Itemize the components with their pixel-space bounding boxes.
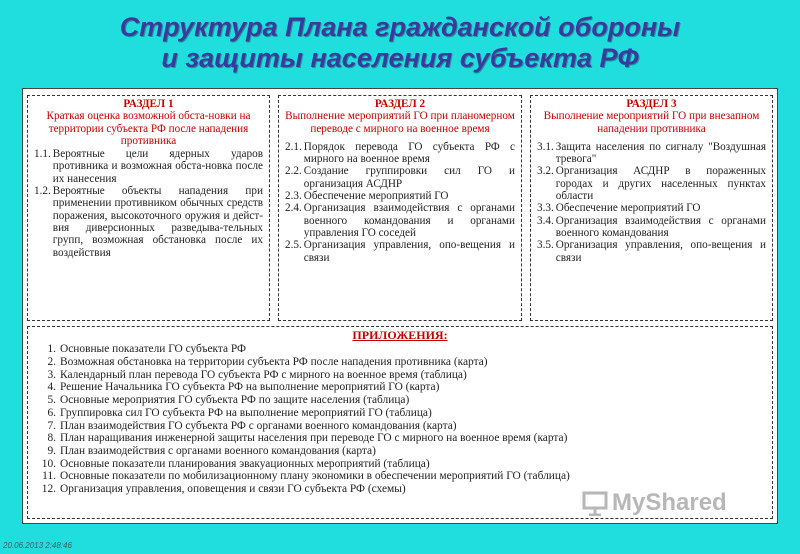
section-3-title: РАЗДЕЛ 3 (626, 98, 677, 110)
item-number: 2.3. (285, 190, 302, 203)
appendix-title-text: ПРИЛОЖЕНИЯ: (352, 328, 448, 342)
item-number: 1.1. (34, 148, 51, 161)
section-3-box (530, 95, 773, 321)
list-item (36, 445, 772, 458)
appendix-title (28, 329, 772, 341)
item-text: План наращивания инженерной защиты населения при переводе ГО с мирного на военное время (карта) (60, 432, 568, 445)
list-item (285, 202, 515, 239)
item-text: Организация АСДНР в пораженных городах и других населенных пунктах области (555, 165, 766, 203)
list-item (285, 141, 515, 166)
item-number: 5. (47, 394, 56, 407)
item-text: Основные мероприятия ГО субъекта РФ по защите населения (таблица) (60, 394, 410, 407)
presentation-icon (582, 490, 608, 516)
item-number: 4. (47, 381, 56, 394)
item-text: Вероятные объекты нападения при применении противником обычных средств поражения, высокоточного оружия и дейст-вия диверсионных разведыва-тельных групп, возможная обстановка после их воздействия (52, 185, 263, 259)
list-item (36, 394, 772, 407)
item-text: Основные показатели по мобилизационному плану экономики в обеспечении мероприятий ГО (таблица) (60, 470, 570, 483)
list-item (36, 458, 772, 471)
section-2-items (285, 141, 515, 264)
section-1-title: РАЗДЕЛ 1 (123, 98, 174, 110)
item-text: Организация управления, опо-вещения и связи (555, 239, 766, 264)
item-text: Организация управления, опо-вещения и связи (303, 239, 515, 264)
item-text: Защита населения по сигналу "Воздушная тревога" (555, 140, 766, 166)
section-3-items (537, 141, 766, 264)
watermark (582, 489, 727, 517)
list-item (36, 369, 772, 382)
item-number: 3.1. (537, 140, 554, 153)
title-line-2: и защиты населения субъекта РФ (161, 43, 639, 73)
item-number: 3.3. (537, 202, 554, 215)
item-number: 2.5. (285, 239, 302, 252)
item-text: Основные показатели планирования эвакуационных мероприятий (таблица) (60, 457, 430, 470)
section-2-subtitle: Выполнение мероприятий ГО при планомерном переводе с мирного на военное время (285, 110, 515, 135)
item-text: Организация взаимодействия с органами военного командования и органами управления ГО соседей (303, 202, 515, 239)
item-number: 7. (47, 419, 56, 432)
list-item (36, 343, 772, 356)
item-number: 1.2. (34, 185, 51, 198)
timestamp: 20.06.2013 2:48:46 (3, 541, 72, 550)
item-number: 12. (41, 483, 56, 496)
title-line-1: Структура Плана гражданской обороны (119, 12, 681, 42)
section-3-header (531, 98, 772, 135)
section-3-subtitle: Выполнение мероприятий ГО при внезапном нападении противника (543, 110, 760, 135)
item-number: 6. (47, 406, 56, 419)
section-1-box (27, 95, 270, 321)
list-item (36, 420, 772, 433)
item-text: Решение Начальника ГО субъекта РФ на выполнение мероприятий ГО (карта) (60, 381, 440, 394)
section-2-title: РАЗДЕЛ 2 (374, 98, 426, 110)
item-number: 1. (47, 343, 56, 356)
list-item (36, 356, 772, 369)
item-number: 3. (47, 368, 56, 381)
list-item (36, 470, 772, 483)
item-number: 3.2. (537, 165, 554, 178)
section-1-subtitle: Краткая оценка возможной обста-новки на территории субъекта РФ после нападения противника (46, 110, 251, 147)
item-text: Основные показатели ГО субъекта РФ (60, 343, 247, 356)
page-title (0, 12, 800, 74)
appendix-list (36, 343, 772, 495)
item-text: Обеспечение мероприятий ГО (555, 202, 701, 215)
list-item (285, 239, 515, 264)
list-item (285, 190, 515, 202)
section-1-header (28, 98, 269, 147)
list-item (537, 202, 766, 214)
item-text: Календарный план перевода ГО субъекта РФ с мирного на военное время (таблица) (60, 368, 467, 381)
item-number: 9. (47, 444, 56, 457)
item-number: 8. (47, 432, 56, 445)
list-item (537, 165, 766, 202)
section-2-box (278, 95, 522, 321)
section-1-items (34, 148, 263, 259)
item-text: Возможная обстановка на территории субъекта РФ после нападения противника (карта) (60, 356, 488, 368)
item-number: 3.4. (537, 214, 554, 227)
list-item (537, 239, 766, 264)
item-text: Создание группировки сил ГО и организация АСДНР (303, 165, 515, 190)
item-number: 3.5. (537, 239, 554, 252)
list-item (537, 141, 766, 166)
watermark-text: MyShared (612, 489, 727, 516)
item-text: Обеспечение мероприятий ГО (303, 190, 449, 203)
list-item (36, 432, 772, 445)
item-text: Порядок перевода ГО субъекта РФ с мирного на военное время (303, 140, 515, 166)
item-number: 2.1. (285, 140, 302, 153)
item-text: Организация взаимодействия с органами военного командования (555, 214, 766, 239)
item-text: План взаимодействия ГО субъекта РФ с органами военного командования (карта) (60, 419, 457, 432)
structure-sheet (22, 88, 778, 524)
list-item (537, 215, 766, 240)
item-text: План взаимодействия с органами военного командования (карта) (60, 444, 376, 457)
section-2-header (279, 98, 521, 135)
list-item (34, 148, 263, 185)
list-item (36, 381, 772, 394)
list-item (36, 407, 772, 420)
item-text: Организация управления, оповещения и связи ГО субъекта РФ (схемы) (60, 483, 406, 496)
item-text: Вероятные цели ядерных ударов противника и возможная обста-новка после их нанесения (52, 148, 263, 185)
item-number: 2. (47, 356, 56, 368)
item-number: 11. (42, 470, 56, 483)
item-text: Группировка сил ГО субъекта РФ на выполнение мероприятий ГО (таблица) (60, 406, 432, 419)
item-number: 2.4. (285, 202, 302, 215)
list-item (285, 165, 515, 190)
item-number: 10. (41, 457, 56, 470)
item-number: 2.2. (285, 165, 302, 178)
list-item (34, 185, 263, 259)
